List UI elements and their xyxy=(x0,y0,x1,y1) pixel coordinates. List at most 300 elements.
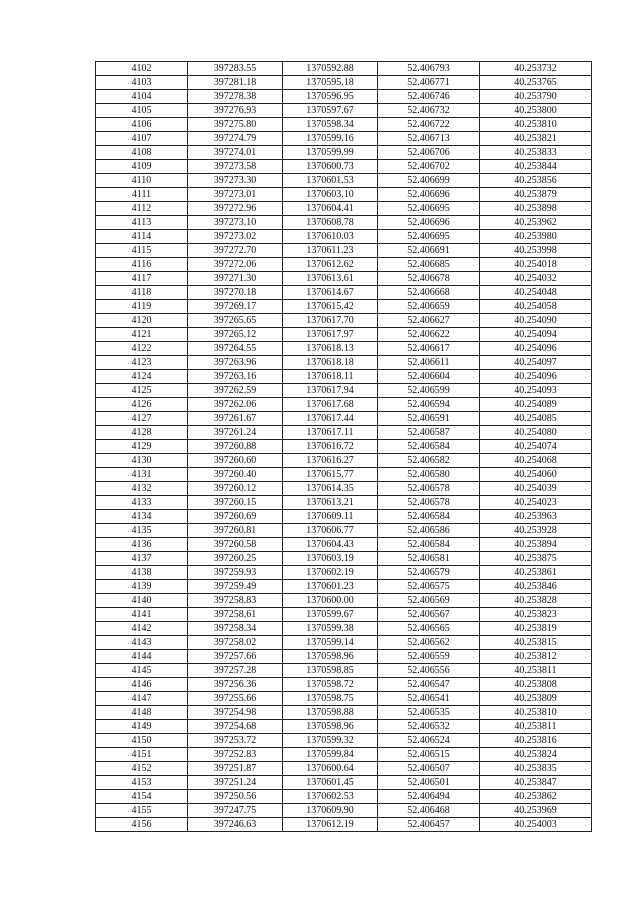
point-number-cell: 4109 xyxy=(96,160,188,174)
table-row xyxy=(96,328,592,342)
longitude-cell: 40.253810 xyxy=(480,118,592,132)
latitude-cell: 52.406582 xyxy=(378,454,480,468)
latitude-cell: 52.406547 xyxy=(378,678,480,692)
longitude-cell: 40.253962 xyxy=(480,216,592,230)
x-coordinate-cell: 397263.96 xyxy=(188,356,283,370)
y-coordinate-cell: 1370618.13 xyxy=(283,342,378,356)
longitude-cell: 40.254039 xyxy=(480,482,592,496)
point-number-cell: 4120 xyxy=(96,314,188,328)
x-coordinate-cell: 397258.02 xyxy=(188,636,283,650)
y-coordinate-cell: 1370596.95 xyxy=(283,90,378,104)
point-number-cell: 4128 xyxy=(96,426,188,440)
x-coordinate-cell: 397254.98 xyxy=(188,706,283,720)
y-coordinate-cell: 1370598.72 xyxy=(283,678,378,692)
latitude-cell: 52.406695 xyxy=(378,230,480,244)
longitude-cell: 40.253815 xyxy=(480,636,592,650)
y-coordinate-cell: 1370617.97 xyxy=(283,328,378,342)
longitude-cell: 40.253980 xyxy=(480,230,592,244)
x-coordinate-cell: 397252.83 xyxy=(188,748,283,762)
table-row xyxy=(96,90,592,104)
latitude-cell: 52.406617 xyxy=(378,342,480,356)
x-coordinate-cell: 397260.12 xyxy=(188,482,283,496)
x-coordinate-cell: 397275.80 xyxy=(188,118,283,132)
point-number-cell: 4117 xyxy=(96,272,188,286)
y-coordinate-cell: 1370602.53 xyxy=(283,790,378,804)
latitude-cell: 52.406696 xyxy=(378,188,480,202)
longitude-cell: 40.253823 xyxy=(480,608,592,622)
table-row xyxy=(96,510,592,524)
latitude-cell: 52.406584 xyxy=(378,510,480,524)
point-number-cell: 4152 xyxy=(96,762,188,776)
point-number-cell: 4124 xyxy=(96,370,188,384)
x-coordinate-cell: 397271.30 xyxy=(188,272,283,286)
latitude-cell: 52.406535 xyxy=(378,706,480,720)
longitude-cell: 40.253963 xyxy=(480,510,592,524)
longitude-cell: 40.254060 xyxy=(480,468,592,482)
longitude-cell: 40.253875 xyxy=(480,552,592,566)
longitude-cell: 40.253812 xyxy=(480,650,592,664)
point-number-cell: 4123 xyxy=(96,356,188,370)
x-coordinate-cell: 397270.18 xyxy=(188,286,283,300)
longitude-cell: 40.254094 xyxy=(480,328,592,342)
longitude-cell: 40.253998 xyxy=(480,244,592,258)
x-coordinate-cell: 397251.87 xyxy=(188,762,283,776)
longitude-cell: 40.254074 xyxy=(480,440,592,454)
x-coordinate-cell: 397246.63 xyxy=(188,818,283,832)
x-coordinate-cell: 397265.12 xyxy=(188,328,283,342)
point-number-cell: 4112 xyxy=(96,202,188,216)
x-coordinate-cell: 397256.36 xyxy=(188,678,283,692)
latitude-cell: 52.406668 xyxy=(378,286,480,300)
point-number-cell: 4107 xyxy=(96,132,188,146)
point-number-cell: 4103 xyxy=(96,76,188,90)
latitude-cell: 52.406569 xyxy=(378,594,480,608)
latitude-cell: 52.406586 xyxy=(378,524,480,538)
longitude-cell: 40.254058 xyxy=(480,300,592,314)
table-row xyxy=(96,804,592,818)
point-number-cell: 4113 xyxy=(96,216,188,230)
longitude-cell: 40.253898 xyxy=(480,202,592,216)
x-coordinate-cell: 397253.72 xyxy=(188,734,283,748)
longitude-cell: 40.253765 xyxy=(480,76,592,90)
table-row xyxy=(96,524,592,538)
y-coordinate-cell: 1370618.11 xyxy=(283,370,378,384)
table-row xyxy=(96,580,592,594)
longitude-cell: 40.254093 xyxy=(480,384,592,398)
longitude-cell: 40.253819 xyxy=(480,622,592,636)
table-row xyxy=(96,706,592,720)
y-coordinate-cell: 1370599.67 xyxy=(283,608,378,622)
x-coordinate-cell: 397262.06 xyxy=(188,398,283,412)
latitude-cell: 52.406559 xyxy=(378,650,480,664)
table-row xyxy=(96,132,592,146)
latitude-cell: 52.406627 xyxy=(378,314,480,328)
x-coordinate-cell: 397272.06 xyxy=(188,258,283,272)
table-row xyxy=(96,664,592,678)
longitude-cell: 40.253732 xyxy=(480,62,592,76)
coordinates-table-body xyxy=(96,62,592,832)
table-row xyxy=(96,412,592,426)
table-row xyxy=(96,566,592,580)
y-coordinate-cell: 1370600.00 xyxy=(283,594,378,608)
x-coordinate-cell: 397281.18 xyxy=(188,76,283,90)
longitude-cell: 40.253833 xyxy=(480,146,592,160)
latitude-cell: 52.406507 xyxy=(378,762,480,776)
x-coordinate-cell: 397260.60 xyxy=(188,454,283,468)
x-coordinate-cell: 397265.65 xyxy=(188,314,283,328)
table-row xyxy=(96,398,592,412)
point-number-cell: 4153 xyxy=(96,776,188,790)
x-coordinate-cell: 397259.93 xyxy=(188,566,283,580)
table-row xyxy=(96,636,592,650)
point-number-cell: 4136 xyxy=(96,538,188,552)
latitude-cell: 52.406594 xyxy=(378,398,480,412)
point-number-cell: 4147 xyxy=(96,692,188,706)
table-row xyxy=(96,762,592,776)
y-coordinate-cell: 1370601.23 xyxy=(283,580,378,594)
point-number-cell: 4119 xyxy=(96,300,188,314)
y-coordinate-cell: 1370599.84 xyxy=(283,748,378,762)
table-row xyxy=(96,286,592,300)
x-coordinate-cell: 397260.25 xyxy=(188,552,283,566)
latitude-cell: 52.406565 xyxy=(378,622,480,636)
table-row xyxy=(96,790,592,804)
longitude-cell: 40.253800 xyxy=(480,104,592,118)
latitude-cell: 52.406611 xyxy=(378,356,480,370)
x-coordinate-cell: 397274.01 xyxy=(188,146,283,160)
point-number-cell: 4148 xyxy=(96,706,188,720)
longitude-cell: 40.253862 xyxy=(480,790,592,804)
table-row xyxy=(96,622,592,636)
x-coordinate-cell: 397257.66 xyxy=(188,650,283,664)
y-coordinate-cell: 1370617.68 xyxy=(283,398,378,412)
longitude-cell: 40.253861 xyxy=(480,566,592,580)
y-coordinate-cell: 1370611.23 xyxy=(283,244,378,258)
table-row xyxy=(96,818,592,832)
x-coordinate-cell: 397263.16 xyxy=(188,370,283,384)
table-row xyxy=(96,734,592,748)
y-coordinate-cell: 1370618.18 xyxy=(283,356,378,370)
point-number-cell: 4106 xyxy=(96,118,188,132)
table-row xyxy=(96,342,592,356)
table-row xyxy=(96,314,592,328)
longitude-cell: 40.254090 xyxy=(480,314,592,328)
longitude-cell: 40.254032 xyxy=(480,272,592,286)
table-row xyxy=(96,272,592,286)
point-number-cell: 4138 xyxy=(96,566,188,580)
table-row xyxy=(96,370,592,384)
table-row xyxy=(96,104,592,118)
table-row xyxy=(96,426,592,440)
point-number-cell: 4121 xyxy=(96,328,188,342)
point-number-cell: 4143 xyxy=(96,636,188,650)
table-row xyxy=(96,216,592,230)
y-coordinate-cell: 1370606.77 xyxy=(283,524,378,538)
point-number-cell: 4108 xyxy=(96,146,188,160)
point-number-cell: 4150 xyxy=(96,734,188,748)
y-coordinate-cell: 1370610.03 xyxy=(283,230,378,244)
y-coordinate-cell: 1370609.11 xyxy=(283,510,378,524)
x-coordinate-cell: 397255.66 xyxy=(188,692,283,706)
table-row xyxy=(96,594,592,608)
x-coordinate-cell: 397261.24 xyxy=(188,426,283,440)
latitude-cell: 52.406579 xyxy=(378,566,480,580)
point-number-cell: 4144 xyxy=(96,650,188,664)
latitude-cell: 52.406515 xyxy=(378,748,480,762)
latitude-cell: 52.406556 xyxy=(378,664,480,678)
longitude-cell: 40.253846 xyxy=(480,580,592,594)
table-row xyxy=(96,678,592,692)
y-coordinate-cell: 1370599.32 xyxy=(283,734,378,748)
point-number-cell: 4155 xyxy=(96,804,188,818)
latitude-cell: 52.406793 xyxy=(378,62,480,76)
longitude-cell: 40.253811 xyxy=(480,720,592,734)
y-coordinate-cell: 1370612.62 xyxy=(283,258,378,272)
table-row xyxy=(96,174,592,188)
x-coordinate-cell: 397260.58 xyxy=(188,538,283,552)
longitude-cell: 40.254096 xyxy=(480,342,592,356)
x-coordinate-cell: 397259.49 xyxy=(188,580,283,594)
longitude-cell: 40.253856 xyxy=(480,174,592,188)
point-number-cell: 4149 xyxy=(96,720,188,734)
latitude-cell: 52.406584 xyxy=(378,440,480,454)
point-number-cell: 4115 xyxy=(96,244,188,258)
x-coordinate-cell: 397276.93 xyxy=(188,104,283,118)
point-number-cell: 4156 xyxy=(96,818,188,832)
longitude-cell: 40.253835 xyxy=(480,762,592,776)
x-coordinate-cell: 397247.75 xyxy=(188,804,283,818)
y-coordinate-cell: 1370600.64 xyxy=(283,762,378,776)
longitude-cell: 40.254018 xyxy=(480,258,592,272)
y-coordinate-cell: 1370617.70 xyxy=(283,314,378,328)
y-coordinate-cell: 1370599.16 xyxy=(283,132,378,146)
y-coordinate-cell: 1370609.90 xyxy=(283,804,378,818)
longitude-cell: 40.253824 xyxy=(480,748,592,762)
longitude-cell: 40.254097 xyxy=(480,356,592,370)
table-row xyxy=(96,748,592,762)
longitude-cell: 40.253809 xyxy=(480,692,592,706)
longitude-cell: 40.253969 xyxy=(480,804,592,818)
table-row xyxy=(96,538,592,552)
y-coordinate-cell: 1370615.77 xyxy=(283,468,378,482)
latitude-cell: 52.406501 xyxy=(378,776,480,790)
y-coordinate-cell: 1370592.88 xyxy=(283,62,378,76)
longitude-cell: 40.253816 xyxy=(480,734,592,748)
y-coordinate-cell: 1370598.88 xyxy=(283,706,378,720)
table-row xyxy=(96,552,592,566)
table-row xyxy=(96,692,592,706)
longitude-cell: 40.253879 xyxy=(480,188,592,202)
y-coordinate-cell: 1370599.99 xyxy=(283,146,378,160)
point-number-cell: 4134 xyxy=(96,510,188,524)
latitude-cell: 52.406696 xyxy=(378,216,480,230)
table-row xyxy=(96,440,592,454)
point-number-cell: 4132 xyxy=(96,482,188,496)
y-coordinate-cell: 1370602.19 xyxy=(283,566,378,580)
point-number-cell: 4141 xyxy=(96,608,188,622)
longitude-cell: 40.253808 xyxy=(480,678,592,692)
table-row xyxy=(96,146,592,160)
x-coordinate-cell: 397264.55 xyxy=(188,342,283,356)
longitude-cell: 40.254068 xyxy=(480,454,592,468)
table-row xyxy=(96,454,592,468)
point-number-cell: 4102 xyxy=(96,62,188,76)
x-coordinate-cell: 397274.79 xyxy=(188,132,283,146)
latitude-cell: 52.406468 xyxy=(378,804,480,818)
y-coordinate-cell: 1370613.21 xyxy=(283,496,378,510)
table-row xyxy=(96,482,592,496)
longitude-cell: 40.254048 xyxy=(480,286,592,300)
longitude-cell: 40.254003 xyxy=(480,818,592,832)
point-number-cell: 4110 xyxy=(96,174,188,188)
x-coordinate-cell: 397258.83 xyxy=(188,594,283,608)
y-coordinate-cell: 1370601.45 xyxy=(283,776,378,790)
y-coordinate-cell: 1370598.75 xyxy=(283,692,378,706)
latitude-cell: 52.406532 xyxy=(378,720,480,734)
x-coordinate-cell: 397258.34 xyxy=(188,622,283,636)
point-number-cell: 4129 xyxy=(96,440,188,454)
table-row xyxy=(96,160,592,174)
x-coordinate-cell: 397278.38 xyxy=(188,90,283,104)
point-number-cell: 4135 xyxy=(96,524,188,538)
latitude-cell: 52.406695 xyxy=(378,202,480,216)
longitude-cell: 40.254023 xyxy=(480,496,592,510)
table-row xyxy=(96,230,592,244)
x-coordinate-cell: 397272.70 xyxy=(188,244,283,258)
y-coordinate-cell: 1370617.11 xyxy=(283,426,378,440)
point-number-cell: 4118 xyxy=(96,286,188,300)
x-coordinate-cell: 397260.15 xyxy=(188,496,283,510)
y-coordinate-cell: 1370617.44 xyxy=(283,412,378,426)
latitude-cell: 52.406699 xyxy=(378,174,480,188)
y-coordinate-cell: 1370598.34 xyxy=(283,118,378,132)
table-row xyxy=(96,188,592,202)
table-row xyxy=(96,608,592,622)
longitude-cell: 40.253810 xyxy=(480,706,592,720)
y-coordinate-cell: 1370603.10 xyxy=(283,188,378,202)
point-number-cell: 4154 xyxy=(96,790,188,804)
point-number-cell: 4105 xyxy=(96,104,188,118)
latitude-cell: 52.406580 xyxy=(378,468,480,482)
point-number-cell: 4139 xyxy=(96,580,188,594)
longitude-cell: 40.253821 xyxy=(480,132,592,146)
point-number-cell: 4145 xyxy=(96,664,188,678)
longitude-cell: 40.254096 xyxy=(480,370,592,384)
point-number-cell: 4133 xyxy=(96,496,188,510)
coordinates-table xyxy=(95,61,592,832)
y-coordinate-cell: 1370601.53 xyxy=(283,174,378,188)
latitude-cell: 52.406575 xyxy=(378,580,480,594)
point-number-cell: 4140 xyxy=(96,594,188,608)
longitude-cell: 40.253790 xyxy=(480,90,592,104)
latitude-cell: 52.406567 xyxy=(378,608,480,622)
latitude-cell: 52.406713 xyxy=(378,132,480,146)
y-coordinate-cell: 1370612.19 xyxy=(283,818,378,832)
longitude-cell: 40.253844 xyxy=(480,160,592,174)
table-row xyxy=(96,62,592,76)
point-number-cell: 4131 xyxy=(96,468,188,482)
table-row xyxy=(96,300,592,314)
y-coordinate-cell: 1370614.67 xyxy=(283,286,378,300)
y-coordinate-cell: 1370616.72 xyxy=(283,440,378,454)
x-coordinate-cell: 397261.67 xyxy=(188,412,283,426)
x-coordinate-cell: 397251.24 xyxy=(188,776,283,790)
x-coordinate-cell: 397269.17 xyxy=(188,300,283,314)
latitude-cell: 52.406746 xyxy=(378,90,480,104)
x-coordinate-cell: 397273.10 xyxy=(188,216,283,230)
x-coordinate-cell: 397260.40 xyxy=(188,468,283,482)
latitude-cell: 52.406622 xyxy=(378,328,480,342)
latitude-cell: 52.406578 xyxy=(378,482,480,496)
longitude-cell: 40.253828 xyxy=(480,594,592,608)
latitude-cell: 52.406591 xyxy=(378,412,480,426)
point-number-cell: 4137 xyxy=(96,552,188,566)
x-coordinate-cell: 397273.01 xyxy=(188,188,283,202)
y-coordinate-cell: 1370604.41 xyxy=(283,202,378,216)
table-row xyxy=(96,258,592,272)
table-row xyxy=(96,776,592,790)
x-coordinate-cell: 397273.02 xyxy=(188,230,283,244)
x-coordinate-cell: 397273.30 xyxy=(188,174,283,188)
y-coordinate-cell: 1370597.67 xyxy=(283,104,378,118)
x-coordinate-cell: 397250.56 xyxy=(188,790,283,804)
longitude-cell: 40.254085 xyxy=(480,412,592,426)
latitude-cell: 52.406771 xyxy=(378,76,480,90)
point-number-cell: 4114 xyxy=(96,230,188,244)
y-coordinate-cell: 1370600.73 xyxy=(283,160,378,174)
y-coordinate-cell: 1370598.96 xyxy=(283,720,378,734)
latitude-cell: 52.406678 xyxy=(378,272,480,286)
y-coordinate-cell: 1370599.38 xyxy=(283,622,378,636)
x-coordinate-cell: 397272.96 xyxy=(188,202,283,216)
y-coordinate-cell: 1370614.35 xyxy=(283,482,378,496)
y-coordinate-cell: 1370598.96 xyxy=(283,650,378,664)
latitude-cell: 52.406604 xyxy=(378,370,480,384)
latitude-cell: 52.406584 xyxy=(378,538,480,552)
point-number-cell: 4122 xyxy=(96,342,188,356)
x-coordinate-cell: 397260.69 xyxy=(188,510,283,524)
latitude-cell: 52.406587 xyxy=(378,426,480,440)
x-coordinate-cell: 397257.28 xyxy=(188,664,283,678)
longitude-cell: 40.253811 xyxy=(480,664,592,678)
y-coordinate-cell: 1370595.18 xyxy=(283,76,378,90)
table-row xyxy=(96,496,592,510)
table-row xyxy=(96,384,592,398)
longitude-cell: 40.254089 xyxy=(480,398,592,412)
x-coordinate-cell: 397258.61 xyxy=(188,608,283,622)
table-row xyxy=(96,118,592,132)
point-number-cell: 4146 xyxy=(96,678,188,692)
longitude-cell: 40.253928 xyxy=(480,524,592,538)
point-number-cell: 4116 xyxy=(96,258,188,272)
longitude-cell: 40.253847 xyxy=(480,776,592,790)
latitude-cell: 52.406494 xyxy=(378,790,480,804)
y-coordinate-cell: 1370604.43 xyxy=(283,538,378,552)
longitude-cell: 40.254080 xyxy=(480,426,592,440)
x-coordinate-cell: 397260.81 xyxy=(188,524,283,538)
table-row xyxy=(96,720,592,734)
y-coordinate-cell: 1370617.94 xyxy=(283,384,378,398)
point-number-cell: 4151 xyxy=(96,748,188,762)
table-row xyxy=(96,650,592,664)
x-coordinate-cell: 397283.55 xyxy=(188,62,283,76)
y-coordinate-cell: 1370608.78 xyxy=(283,216,378,230)
latitude-cell: 52.406562 xyxy=(378,636,480,650)
y-coordinate-cell: 1370598.85 xyxy=(283,664,378,678)
table-row xyxy=(96,468,592,482)
x-coordinate-cell: 397273.58 xyxy=(188,160,283,174)
latitude-cell: 52.406706 xyxy=(378,146,480,160)
